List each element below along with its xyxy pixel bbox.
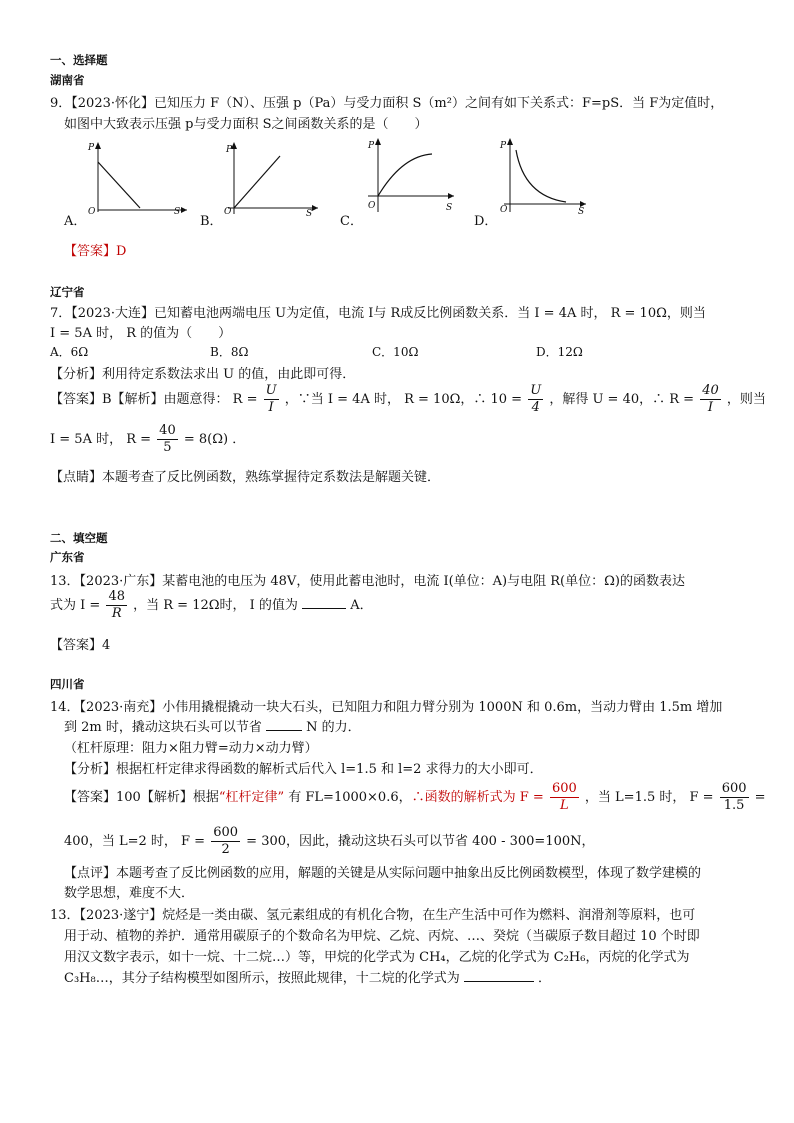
q7-option-b: B．8Ω <box>210 345 249 359</box>
q9-option-d: D． <box>474 214 498 229</box>
graph-a-axis-s: S <box>174 207 181 217</box>
q7-option-d: D．12Ω <box>536 345 583 359</box>
q13-answer: 【答案】4 <box>50 638 111 653</box>
q7-option-a: A．6Ω <box>50 345 89 359</box>
q14-line2: 到 2m 时，撬动这块石头可以节省 N 的力． <box>64 720 361 735</box>
section-title-fill: 二、填空题 <box>50 531 108 545</box>
q13-line1: 13．【2023·广东】某蓄电池的电压为 48V，使用此蓄电池时，电流 I(单位：A)与电阻 R(单位：Ω)的函数表达 <box>50 574 685 589</box>
graph-d <box>494 136 594 218</box>
q13b-line3: 用汉文数字表示，如十一烷、十二烷…）等，甲烷的化学式为 CH₄，乙烷的化学式为 C₂H₆，丙烷的化学式为 <box>64 950 690 965</box>
q14-solution-line1: 【答案】100【解析】根据“杠杆定律” 有 FL=1000×0.6，∴函数的解析式为 F = $\frac{600}{L}$ ，当 L=1.5 时， F = $\frac{600}{1.5}$ = <box>64 781 766 813</box>
graph-d-axis-p: P <box>500 141 507 151</box>
q7-solution-line1: 【答案】B【解析】由题意得： R = $\frac{U}{I}$ ，∵当 I = 4A 时， R = 10Ω，∴ 10 = $\frac{U}{4}$ ，解得 U = 40，∴ R = $\frac{40}{I}$ ，则当 <box>50 383 766 415</box>
q13b-line2: 用于动、植物的养护．通常用碳原子的个数命名为甲烷、乙烷、丙烷、…、癸烷（当碳原子数目超过 10 个时即 <box>64 929 700 944</box>
q7-analysis: 【分析】利用待定系数法求出 U 的值，由此即可得． <box>50 367 356 382</box>
q14-analysis: 【分析】根据杠杆定律求得函数的解析式后代入 l=1.5 和 l=2 求得力的大小即可． <box>64 762 543 777</box>
graph-b-origin: O <box>224 207 232 217</box>
q7-solution-line2: I = 5A 时， R = $\frac{40}{5}$ = 8(Ω) ． <box>50 423 246 455</box>
graph-d-origin: O <box>500 205 508 215</box>
q13b-line4: C₃H₈…，其分子结构模型如图所示，按照此规律，十二烷的化学式为 ． <box>64 971 552 986</box>
q7-line1: 7．【2023·大连】已知蓄电池两端电压 U为定值，电流 I与 R成反比例函数关系．当 I = 4A 时， R = 10Ω，则当 <box>50 306 706 321</box>
q13-line2: 式为 I = $\frac{48}{R}$ ，当 R = 12Ω时， I 的值为 A． <box>50 589 373 621</box>
q14-comment-line2: 数学思想，难度不大． <box>64 886 195 901</box>
graph-a-axis-p: P <box>88 143 95 153</box>
province-label-liaoning: 辽宁省 <box>50 285 85 299</box>
q9-line1: 9．【2023·怀化】已知压力 F（N）、压强 p（Pa）与受力面积 S（m²）之间有如下关系式：F=pS．当 F为定值时， <box>50 96 724 111</box>
q13b-line1: 13．【2023·遂宁】烷烃是一类由碳、氢元素组成的有机化合物，在生产生活中可作为燃料、润滑剂等原料，也可 <box>50 908 696 923</box>
graph-b <box>218 140 328 220</box>
graph-c <box>362 136 462 218</box>
graph-b-axis-p: P <box>226 145 233 155</box>
graph-c-axis-p: P <box>368 141 375 151</box>
q7-comment: 【点睛】本题考查了反比例函数，熟练掌握待定系数法是解题关键． <box>50 470 441 485</box>
q14-comment-line1: 【点评】本题考查了反比例函数的应用，解题的关键是从实际问题中抽象出反比例函数模型，体现了数学建模的 <box>64 866 702 881</box>
province-label-guangdong: 广东省 <box>50 550 85 564</box>
q9-option-b: B． <box>200 214 223 229</box>
q9-answer: 【答案】D <box>64 244 127 259</box>
q9-option-c: C． <box>340 214 363 229</box>
graph-a-origin: O <box>88 207 96 217</box>
graph-d-axis-s: S <box>578 207 585 217</box>
q14-line3: （杠杆原理：阻力×阻力臂=动力×动力臂） <box>64 741 318 756</box>
graph-c-axis-s: S <box>446 203 453 213</box>
graph-c-origin: O <box>368 201 376 211</box>
province-label-hunan: 湖南省 <box>50 73 85 87</box>
q9-option-a: A． <box>64 214 87 229</box>
q14-solution-line2: 400，当 L=2 时， F = $\frac{600}{2}$ = 300，因此，撬动这块石头可以节省 400 - 300=100N， <box>64 825 595 857</box>
graph-b-axis-s: S <box>306 209 313 219</box>
graph-a <box>82 140 192 220</box>
section-title-choice: 一、选择题 <box>50 53 108 67</box>
q14-line1: 14．【2023·南充】小伟用撬棍撬动一块大石头，已知阻力和阻力臂分别为 1000N 和 0.6m，当动力臂由 1.5m 增加 <box>50 700 723 715</box>
q9-line2: 如图中大致表示压强 p与受力面积 S之间函数关系的是（ ） <box>64 117 428 132</box>
q7-line2: I = 5A 时， R 的值为（ ） <box>50 326 232 341</box>
province-label-sichuan: 四川省 <box>50 677 85 691</box>
q7-option-c: C．10Ω <box>372 345 419 359</box>
